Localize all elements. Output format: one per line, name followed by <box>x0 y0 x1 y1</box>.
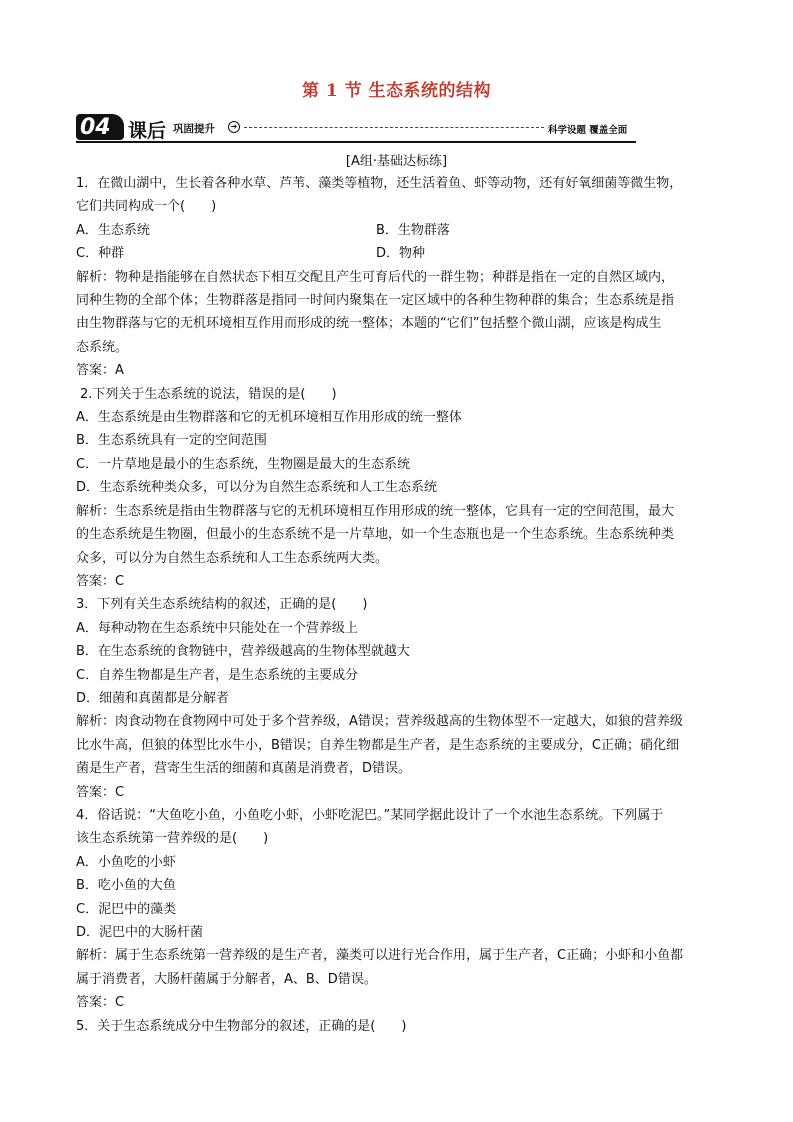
answer: 答案：A <box>76 363 124 379</box>
answer: 答案：C <box>76 784 125 800</box>
option-a: A．生态系统是由生物群落和它的无机环境相互作用形成的统一整体 <box>76 410 462 426</box>
option-b: B．在生态系统的食物链中，营养级越高的生物体型就越大 <box>76 644 410 660</box>
banner-number: 04 <box>80 115 111 140</box>
question-stem: 1．在微山湖中，生长着各种水草、芦苇、藻类等植物，还生活着鱼、虾等动物，还有好氧细菌等微生物， <box>76 176 683 191</box>
explanation: 由生物群落与它的无机环境相互作用而形成的统一整体；本题的“它们”包括整个微山湖，应该是构成生 <box>76 316 662 332</box>
banner-right-text: 科学设题 覆盖全面 <box>548 125 628 136</box>
option-a: A．小鱼吃的小虾 <box>76 854 176 870</box>
question-content <box>76 172 726 1038</box>
explanation: 众多，可以分为自然生态系统和人工生态系统两大类。 <box>76 550 389 566</box>
option-b: B．生态系统具有一定的空间范围 <box>76 433 267 449</box>
option-b: B．吃小鱼的大鱼 <box>76 878 176 894</box>
banner-subtitle: 巩固提升 <box>173 123 215 135</box>
question-2 <box>76 383 726 594</box>
question-4 <box>76 804 726 1015</box>
answer: 答案：C <box>76 995 125 1011</box>
page-title: 第 1 节 生态系统的结构 <box>301 81 492 101</box>
question-stem: 该生态系统第一营养级的是( ) <box>76 831 269 847</box>
answer: 答案：C <box>76 573 125 589</box>
option-a: A．每种动物在生态系统中只能处在一个营养级上 <box>76 620 358 636</box>
banner-number-box <box>76 114 124 140</box>
explanation: 解析：属于生态系统第一营养级的是生产者，藻类可以进行光合作用，属于生产者，C正确；小虾和小鱼都 <box>76 948 684 964</box>
arrow-circle-icon: ➔ <box>228 121 240 133</box>
question-3 <box>76 593 726 804</box>
explanation: 解析：物种是指能够在自然状态下相互交配且产生可育后代的一群生物；种群是指在一定的自然区域内， <box>76 269 675 285</box>
question-stem: 3．下列有关生态系统结构的叙述，正确的是( ) <box>76 597 368 613</box>
option-c: C．自养生物都是生产者，是生态系统的主要成分 <box>76 667 359 683</box>
option-b: B．生物群落 <box>376 222 450 238</box>
question-5 <box>76 1015 726 1038</box>
option-c: C．一片草地是最小的生态系统，生物圈是最大的生态系统 <box>76 456 411 472</box>
option-c: C．种群 <box>76 246 125 262</box>
explanation: 属于消费者，大肠杆菌属于分解者，A、B、D错误。 <box>76 971 377 987</box>
question-stem: 5．关于生态系统成分中生物部分的叙述，正确的是( ) <box>76 1018 407 1034</box>
option-d: D．细菌和真菌都是分解者 <box>76 690 230 706</box>
option-d: D．泥巴中的大肠杆菌 <box>76 925 204 940</box>
explanation: 解析：生态系统是指由生物群落与它的无机环境相互作用形成的统一整体，它具有一定的空间范围，最大 <box>76 503 675 519</box>
explanation: 解析：肉食动物在食物网中可处于多个营养级，A错误；营养级越高的生物体型不一定越大，如狼的营养级 <box>76 714 683 730</box>
question-1 <box>76 172 726 383</box>
explanation: 同种生物的全部个体；生物群落是指同一时间内聚集在一定区域中的各种生物种群的集合；生态系统是指 <box>76 293 675 309</box>
section-label: [A组·基础达标练] <box>345 154 448 169</box>
banner-rule <box>76 141 636 143</box>
question-stem: 4．俗话说：“大鱼吃小鱼，小鱼吃小虾，小虾吃泥巴。”某同学据此设计了一个水池生态系统。下列属于 <box>76 807 664 823</box>
explanation: 态系统。 <box>76 339 129 355</box>
option-d: D．生态系统种类众多，可以分为自然生态系统和人工生态系统 <box>76 480 438 496</box>
option-c: C．泥巴中的藻类 <box>76 901 177 917</box>
explanation: 的生态系统是生物圈，但最小的生态系统不是一片草地，如一个生态瓶也是一个生态系统。生态系统种类 <box>76 527 675 543</box>
question-stem: 2.下列关于生态系统的说法，错误的是( ) <box>80 386 337 402</box>
explanation: 比水牛高，但狼的体型比水牛小，B错误；自养生物都是生产者，是生态系统的主要成分，C正确；硝化细 <box>76 737 679 753</box>
banner-dashed-line <box>244 127 544 128</box>
option-d: D．物种 <box>376 246 426 262</box>
lesson-banner <box>76 114 636 140</box>
option-a: A．生态系统 <box>76 222 150 238</box>
question-stem: 它们共同构成一个( ) <box>76 199 217 215</box>
options-row <box>76 219 726 242</box>
explanation: 菌是生产者，营寄生生活的细菌和真菌是消费者，D错误。 <box>76 761 412 777</box>
banner-section-word: 课后 <box>128 120 167 142</box>
options-row <box>76 242 726 265</box>
